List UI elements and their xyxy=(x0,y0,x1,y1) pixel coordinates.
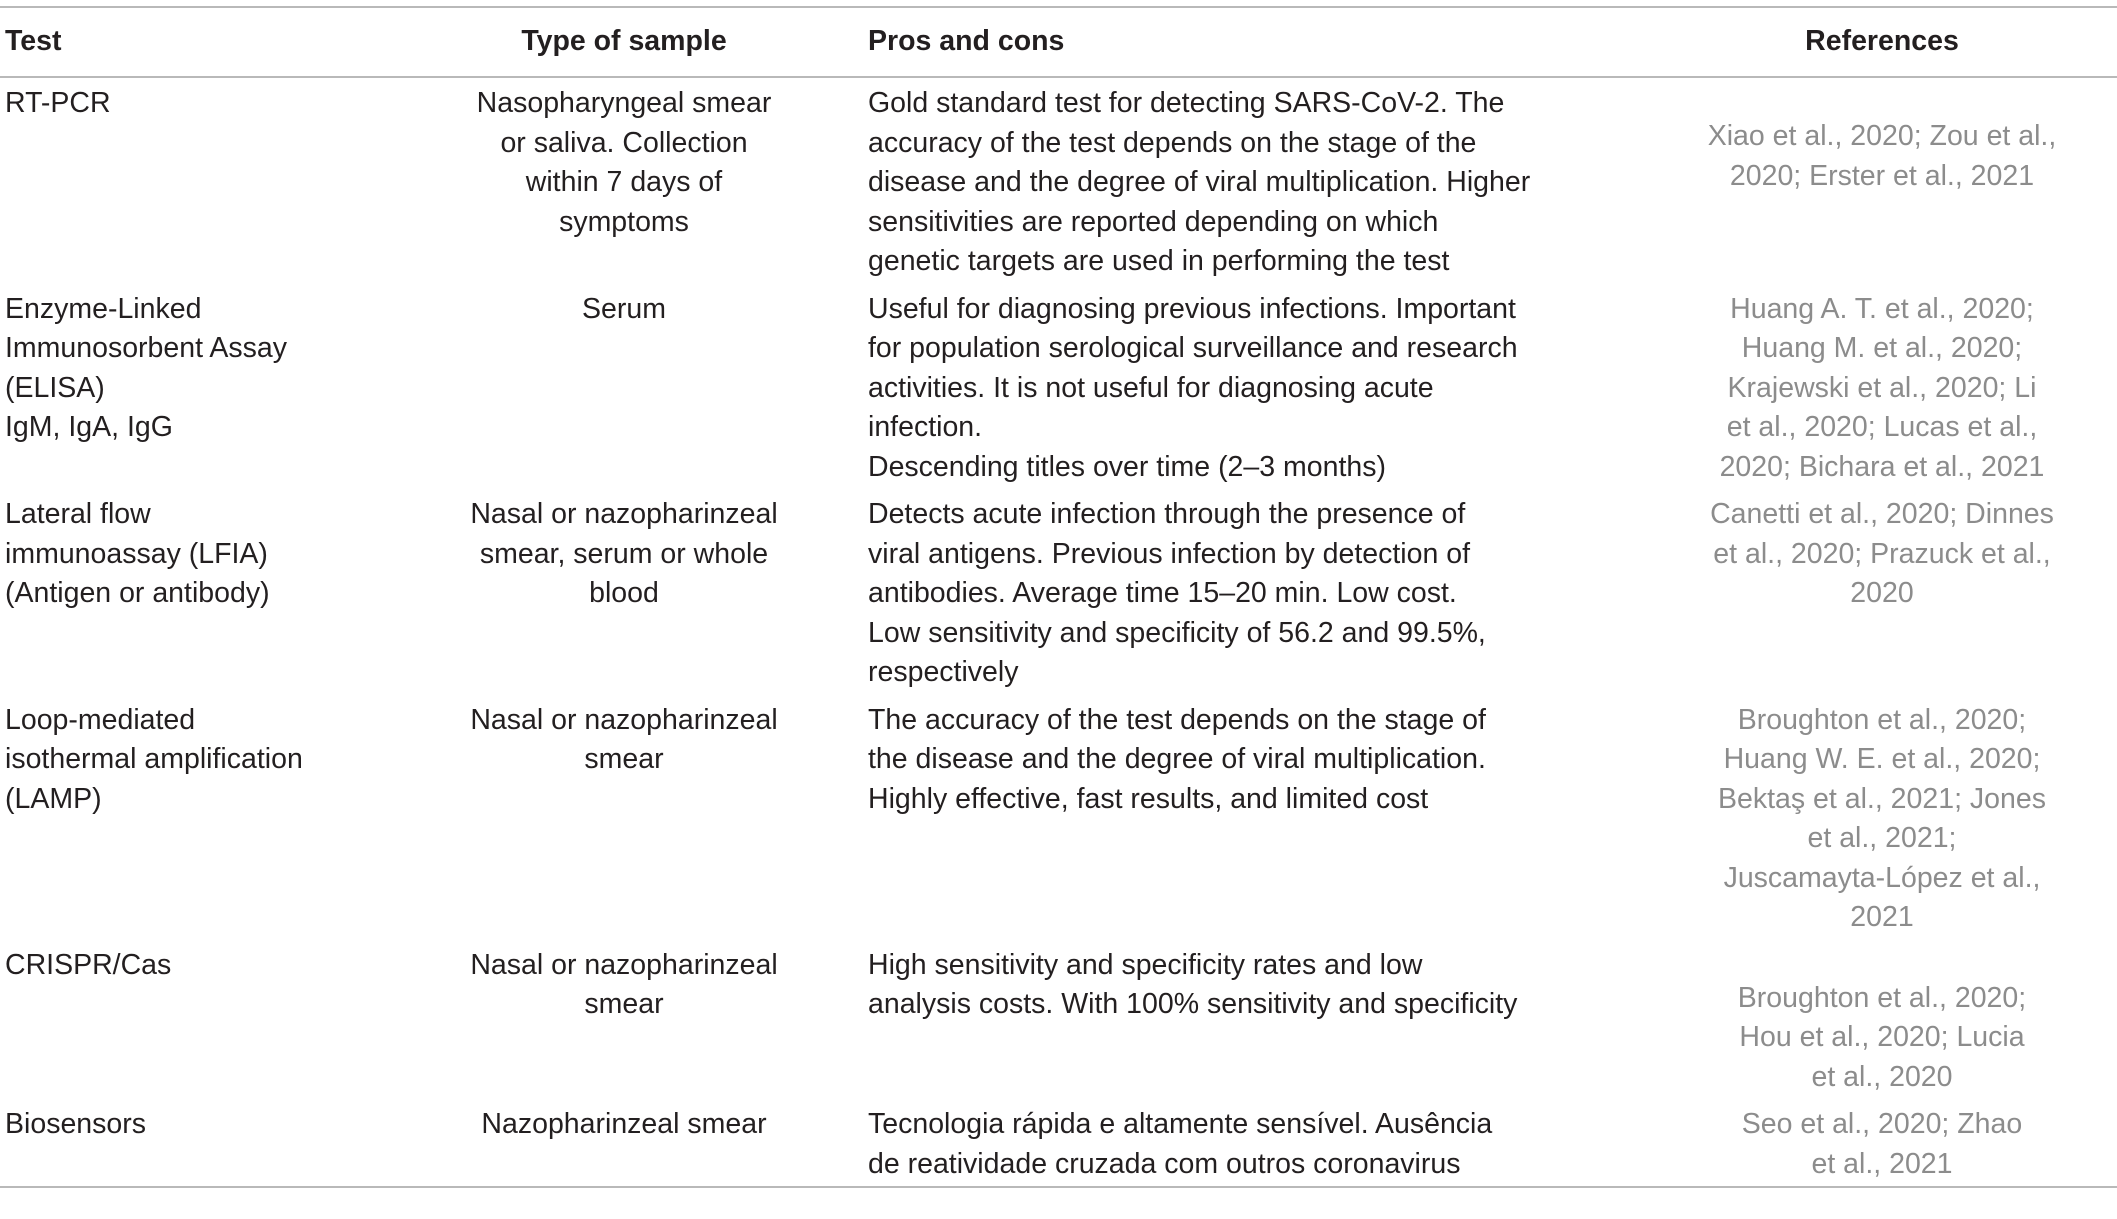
table-row-biosensors xyxy=(0,1099,2117,1187)
cell-references[interactable]: Broughton et al., 2020; Hou et al., 2020; Lucia et al., 2020 xyxy=(1737,981,2027,1093)
cell-test: Lateral flow immunoassay (LFIA) (Antigen or antibody) xyxy=(5,498,270,609)
cell-pros-cons: High sensitivity and specificity rates and low analysis costs. With 100% sensitivity and specificity xyxy=(868,948,1518,1020)
cell-references[interactable]: Canetti et al., 2020; Dinnes et al., 2020; Prazuck et al., 2020 xyxy=(1710,498,2054,609)
header-type-of-sample: Type of sample xyxy=(521,25,727,58)
cell-sample: Nasopharyngeal smear or saliva. Collection within 7 days of symptoms xyxy=(476,87,772,238)
table-row-rt-pcr xyxy=(0,77,2117,284)
cell-pros-cons: Detects acute infection through the presence of viral antigens. Previous infection by detection of antibodies. Average time 15–20 min. Low cost. Low sensitivity and specificity of 56.2 and 99.5%, respectively xyxy=(868,498,1486,688)
cell-pros-cons: Tecnologia rápida e altamente sensível. Ausência de reatividade cruzada com outros coronavirus xyxy=(868,1108,1493,1180)
cell-references[interactable]: Broughton et al., 2020; Huang W. E. et al., 2020; Bektaş et al., 2021; Jones et al., 2021; Juscamayta-López et al., 2021 xyxy=(1718,703,2046,933)
cell-test: Enzyme-Linked Immunosorbent Assay (ELISA) IgM, IgA, IgG xyxy=(5,292,287,443)
cell-test: Loop-mediated isothermal amplification (LAMP) xyxy=(5,703,303,815)
table-body xyxy=(0,77,2117,1187)
cell-test: CRISPR/Cas xyxy=(5,948,172,981)
table-row-lfia xyxy=(0,489,2117,695)
cell-references[interactable]: Xiao et al., 2020; Zou et al., 2020; Erster et al., 2021 xyxy=(1707,120,2057,192)
cell-pros-cons: The accuracy of the test depends on the stage of the disease and the degree of viral multiplication. Highly effective, fast results, and limited cost xyxy=(868,703,1486,815)
cell-sample: Serum xyxy=(582,292,666,325)
cell-test: Biosensors xyxy=(5,1108,146,1140)
table-row-crispr xyxy=(0,940,2117,1100)
cell-test: RT-PCR xyxy=(5,87,111,119)
table-row-elisa xyxy=(0,284,2117,490)
header-references: References xyxy=(1805,25,1959,58)
header-pros-and-cons: Pros and cons xyxy=(868,25,1065,58)
cell-pros-cons: Gold standard test for detecting SARS-CoV-2. The accuracy of the test depends on the stage of the disease and the degree of viral multiplication. Higher sensitivities are reported depending on which genetic targets are used in performing the test xyxy=(868,87,1531,277)
cell-references[interactable]: Seo et al., 2020; Zhao et al., 2021 xyxy=(1741,1108,2023,1180)
cell-sample: Nazopharinzeal smear xyxy=(481,1108,767,1140)
header-test: Test xyxy=(5,25,62,58)
cell-sample: Nasal or nazopharinzeal smear, serum or whole blood xyxy=(470,498,778,609)
cell-references[interactable]: Huang A. T. et al., 2020; Huang M. et al., 2020; Krajewski et al., 2020; Li et al., 2020; Lucas et al., 2020; Bichara et al., 2021 xyxy=(1719,292,2045,483)
table-row-lamp xyxy=(0,695,2117,940)
table-header xyxy=(0,7,2117,77)
cell-sample: Nasal or nazopharinzeal smear xyxy=(470,948,778,1020)
header-row xyxy=(0,7,2117,77)
cell-sample: Nasal or nazopharinzeal smear xyxy=(470,703,778,775)
cell-pros-cons: Useful for diagnosing previous infections. Important for population serological surveillance and research activities. It is not useful for diagnosing acute infection. Descending titles over time (2–3 months) xyxy=(868,292,1518,483)
diagnostic-tests-table xyxy=(0,6,2117,1188)
